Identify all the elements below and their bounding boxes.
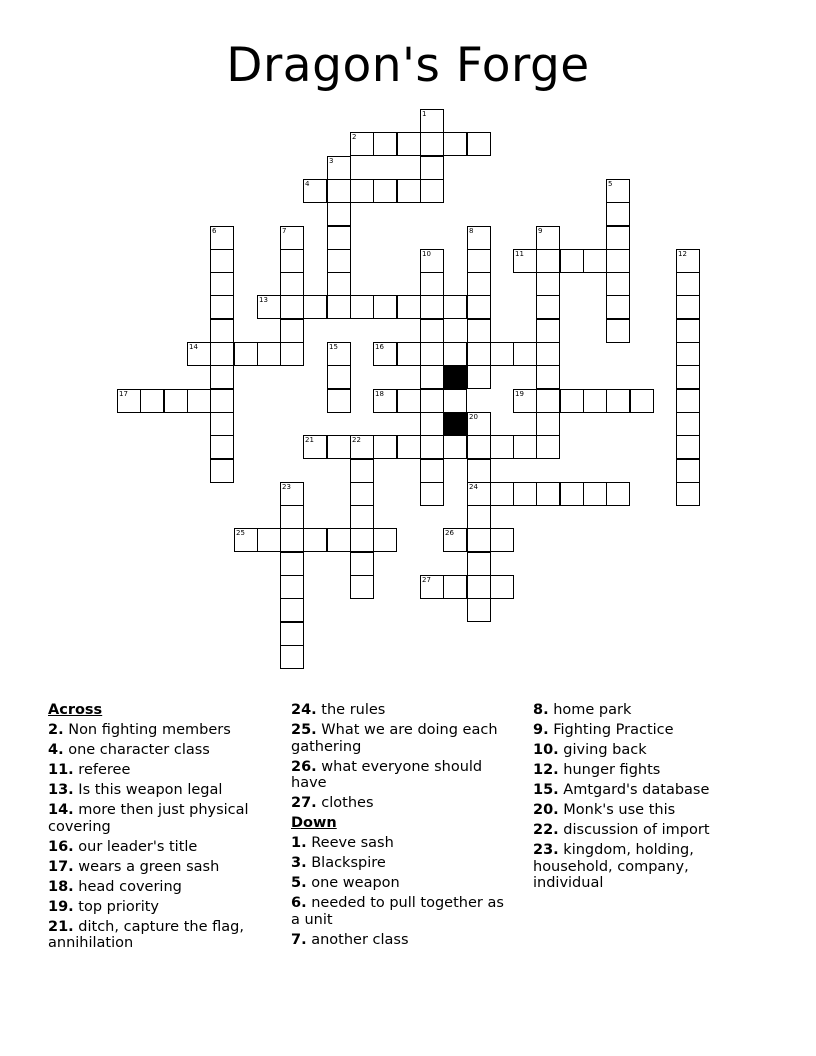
grid-cell[interactable] (350, 482, 374, 506)
grid-cell[interactable] (420, 389, 444, 413)
grid-cell[interactable] (303, 179, 327, 203)
grid-cell[interactable] (397, 435, 421, 459)
across-clue (48, 879, 270, 896)
across-clue (48, 722, 270, 739)
down-clue (533, 822, 733, 839)
clue-text: hunger fights (558, 762, 661, 778)
grid-cell[interactable] (467, 272, 491, 296)
grid-cell[interactable] (606, 482, 630, 506)
grid-cell[interactable] (606, 272, 630, 296)
grid-cell[interactable] (280, 249, 304, 273)
grid-cell[interactable] (327, 179, 351, 203)
grid-cell[interactable] (420, 412, 444, 436)
grid-cell[interactable] (606, 249, 630, 273)
grid-cell[interactable] (327, 342, 351, 366)
grid-cell[interactable] (327, 528, 351, 552)
grid-cell[interactable] (560, 482, 584, 506)
grid-cell[interactable] (210, 295, 234, 319)
grid-cell[interactable] (583, 249, 607, 273)
clue-number-label: 1. (291, 835, 307, 851)
clue-text: one weapon (306, 875, 400, 891)
grid-cell[interactable] (420, 482, 444, 506)
grid-cell[interactable] (467, 482, 491, 506)
grid-cell[interactable] (234, 528, 258, 552)
grid-cell[interactable] (676, 319, 700, 343)
grid-cell[interactable] (187, 389, 211, 413)
grid-cell[interactable] (467, 319, 491, 343)
clue-number: 10 (422, 250, 431, 258)
grid-cell[interactable] (513, 249, 537, 273)
grid-cell[interactable] (373, 389, 397, 413)
grid-cell[interactable] (397, 342, 421, 366)
grid-cell[interactable] (210, 459, 234, 483)
across-clue (48, 919, 270, 952)
clue-number-label: 15. (533, 782, 559, 798)
grid-block-cell (443, 412, 467, 436)
clue-number: 9 (538, 227, 543, 235)
clue-text: Amtgard's database (558, 782, 710, 798)
across-clue (48, 742, 270, 759)
grid-cell[interactable] (350, 552, 374, 576)
down-clue (533, 742, 733, 759)
clue-text: Reeve sash (306, 835, 394, 851)
grid-cell[interactable] (257, 342, 281, 366)
across-clue (48, 782, 270, 799)
grid-block-cell (443, 365, 467, 389)
grid-cell[interactable] (373, 528, 397, 552)
grid-cell[interactable] (420, 459, 444, 483)
clue-number-label: 2. (48, 722, 64, 738)
grid-cell[interactable] (327, 272, 351, 296)
grid-cell[interactable] (467, 412, 491, 436)
clue-text: wears a green sash (73, 858, 220, 875)
grid-cell[interactable] (676, 435, 700, 459)
clue-text: giving back (558, 742, 647, 758)
grid-cell[interactable] (676, 342, 700, 366)
grid-cell[interactable] (327, 226, 351, 250)
grid-cell[interactable] (210, 272, 234, 296)
grid-cell[interactable] (443, 342, 467, 366)
grid-cell[interactable] (467, 365, 491, 389)
grid-cell[interactable] (606, 319, 630, 343)
clue-number: 2 (352, 133, 357, 141)
clue-number-label: 8. (533, 702, 549, 718)
grid-cell[interactable] (676, 249, 700, 273)
clue-number-label: 19. (48, 898, 74, 915)
clue-number-label: 14. (48, 802, 74, 818)
grid-cell[interactable] (327, 249, 351, 273)
grid-cell[interactable] (513, 389, 537, 413)
clue-number: 14 (189, 343, 198, 351)
across-clue (291, 795, 513, 812)
down-clue (291, 835, 513, 852)
clue-number: 27 (422, 576, 431, 584)
grid-cell[interactable] (536, 249, 560, 273)
grid-cell[interactable] (350, 528, 374, 552)
clue-number: 18 (375, 390, 384, 398)
clue-number: 13 (259, 296, 268, 304)
grid-cell[interactable] (397, 132, 421, 156)
clue-text: discussion of import (558, 822, 710, 838)
grid-cell[interactable] (164, 389, 188, 413)
across-clue (48, 839, 270, 856)
grid-cell[interactable] (350, 132, 374, 156)
down-clue (533, 762, 733, 779)
grid-cell[interactable] (350, 505, 374, 529)
grid-cell[interactable] (420, 575, 444, 599)
grid-cell[interactable] (257, 528, 281, 552)
clue-number: 20 (469, 413, 478, 421)
clue-number-label: 17. (48, 858, 74, 875)
grid-cell[interactable] (397, 179, 421, 203)
grid-cell[interactable] (536, 226, 560, 250)
grid-cell[interactable] (536, 389, 560, 413)
clue-number: 12 (678, 250, 687, 258)
clue-number-label: 6. (291, 895, 307, 911)
across-clue (291, 722, 513, 755)
puzzle-title: Dragon's Forge (226, 38, 590, 93)
grid-cell[interactable] (373, 435, 397, 459)
grid-cell[interactable] (210, 389, 234, 413)
across-header: Across (48, 702, 103, 718)
clues-column-1 (48, 702, 270, 955)
grid-cell[interactable] (210, 249, 234, 273)
clue-text: kingdom, holding, household, company, individual (533, 842, 694, 891)
across-clue (48, 859, 270, 876)
grid-cell[interactable] (210, 435, 234, 459)
grid-cell[interactable] (467, 226, 491, 250)
down-header: Down (291, 815, 337, 831)
grid-cell[interactable] (467, 459, 491, 483)
down-clue (533, 722, 733, 739)
clue-number-label: 5. (291, 875, 307, 891)
clue-number: 1 (422, 110, 427, 118)
grid-cell[interactable] (676, 459, 700, 483)
clue-number: 19 (515, 390, 524, 398)
clue-number: 21 (305, 436, 314, 444)
down-clue (533, 802, 733, 819)
grid-cell[interactable] (397, 389, 421, 413)
grid-cell[interactable] (373, 295, 397, 319)
clue-number-label: 27. (291, 795, 317, 811)
grid-cell[interactable] (467, 552, 491, 576)
grid-cell[interactable] (420, 179, 444, 203)
clue-number: 11 (515, 250, 524, 258)
clue-number: 26 (445, 529, 454, 537)
grid-cell[interactable] (536, 482, 560, 506)
clue-number: 17 (119, 390, 128, 398)
grid-cell[interactable] (327, 295, 351, 319)
clue-number-label: 4. (48, 742, 64, 758)
clue-number: 16 (375, 343, 384, 351)
grid-cell[interactable] (490, 528, 514, 552)
clues-column-2 (291, 702, 513, 952)
clue-number-label: 10. (533, 742, 559, 758)
grid-cell[interactable] (490, 435, 514, 459)
grid-cell[interactable] (443, 575, 467, 599)
clue-text: clothes (316, 795, 374, 811)
grid-cell[interactable] (280, 226, 304, 250)
grid-cell[interactable] (536, 412, 560, 436)
clue-number-label: 22. (533, 822, 559, 838)
clue-text: ditch, capture the flag, annihilation (48, 918, 244, 951)
grid-cell[interactable] (234, 342, 258, 366)
grid-cell[interactable] (327, 202, 351, 226)
grid-cell[interactable] (420, 249, 444, 273)
grid-cell[interactable] (467, 528, 491, 552)
grid-cell[interactable] (536, 365, 560, 389)
grid-cell[interactable] (630, 389, 654, 413)
grid-cell[interactable] (210, 342, 234, 366)
grid-cell[interactable] (350, 435, 374, 459)
clue-text: one character class (63, 742, 210, 758)
clues-column-3 (533, 702, 733, 895)
clue-text: What we are doing each gathering (291, 722, 498, 755)
grid-cell[interactable] (676, 412, 700, 436)
clue-text: the rules (316, 702, 386, 718)
grid-cell[interactable] (443, 295, 467, 319)
grid-cell[interactable] (606, 389, 630, 413)
grid-cell[interactable] (257, 295, 281, 319)
grid-cell[interactable] (210, 226, 234, 250)
grid-cell[interactable] (280, 342, 304, 366)
grid-cell[interactable] (350, 179, 374, 203)
clue-number: 25 (236, 529, 245, 537)
grid-cell[interactable] (420, 109, 444, 133)
grid-cell[interactable] (606, 295, 630, 319)
clue-text: Monk's use this (558, 802, 676, 818)
clue-number: 8 (469, 227, 474, 235)
across-clue (48, 899, 270, 916)
grid-cell[interactable] (583, 482, 607, 506)
grid-cell[interactable] (467, 505, 491, 529)
across-clue (291, 702, 513, 719)
grid-cell[interactable] (467, 435, 491, 459)
grid-cell[interactable] (420, 132, 444, 156)
clue-number-label: 25. (291, 722, 317, 738)
clue-text: our leader's title (73, 838, 198, 855)
clue-text: Blackspire (306, 855, 386, 871)
grid-cell[interactable] (676, 482, 700, 506)
grid-cell[interactable] (350, 459, 374, 483)
grid-cell[interactable] (373, 342, 397, 366)
clue-number-label: 7. (291, 931, 307, 948)
clue-number-label: 11. (48, 762, 74, 778)
down-clue (291, 875, 513, 892)
grid-cell[interactable] (280, 645, 304, 669)
grid-cell[interactable] (443, 389, 467, 413)
clue-number-label: 13. (48, 782, 74, 798)
grid-cell[interactable] (536, 342, 560, 366)
clue-text: Fighting Practice (548, 722, 674, 738)
grid-cell[interactable] (490, 482, 514, 506)
grid-cell[interactable] (280, 575, 304, 599)
clue-number: 23 (282, 483, 291, 491)
grid-cell[interactable] (303, 528, 327, 552)
grid-cell[interactable] (303, 435, 327, 459)
grid-cell[interactable] (280, 295, 304, 319)
grid-cell[interactable] (513, 482, 537, 506)
clue-number-label: 26. (291, 758, 317, 775)
clue-text: Is this weapon legal (73, 782, 223, 798)
clue-number: 5 (608, 180, 613, 188)
clue-number-label: 24. (291, 702, 317, 718)
grid-cell[interactable] (420, 319, 444, 343)
grid-cell[interactable] (327, 365, 351, 389)
grid-cell[interactable] (443, 528, 467, 552)
grid-cell[interactable] (536, 435, 560, 459)
grid-cell[interactable] (280, 528, 304, 552)
grid-cell[interactable] (280, 552, 304, 576)
grid-cell[interactable] (536, 272, 560, 296)
grid-cell[interactable] (467, 295, 491, 319)
across-clue (48, 802, 270, 835)
grid-cell[interactable] (560, 389, 584, 413)
grid-cell[interactable] (280, 272, 304, 296)
clue-text: what everyone should have (291, 758, 483, 791)
down-clue (291, 895, 513, 928)
grid-cell[interactable] (280, 598, 304, 622)
grid-cell[interactable] (513, 342, 537, 366)
grid-cell[interactable] (420, 342, 444, 366)
clue-number: 6 (212, 227, 217, 235)
grid-cell[interactable] (210, 365, 234, 389)
grid-cell[interactable] (373, 132, 397, 156)
grid-cell[interactable] (676, 365, 700, 389)
grid-cell[interactable] (536, 319, 560, 343)
grid-cell[interactable] (373, 179, 397, 203)
clue-text: referee (73, 762, 131, 778)
grid-cell[interactable] (327, 435, 351, 459)
grid-cell[interactable] (420, 435, 444, 459)
across-clue (291, 759, 513, 792)
grid-cell[interactable] (117, 389, 141, 413)
clue-text: top priority (73, 898, 159, 915)
clue-number: 3 (329, 157, 334, 165)
clue-number-label: 16. (48, 838, 74, 855)
grid-cell[interactable] (210, 319, 234, 343)
clue-text: needed to pull together as a unit (291, 895, 504, 928)
grid-cell[interactable] (536, 295, 560, 319)
grid-cell[interactable] (280, 482, 304, 506)
grid-cell[interactable] (397, 295, 421, 319)
clue-number-label: 3. (291, 855, 307, 871)
down-clue (533, 782, 733, 799)
clue-text: another class (306, 931, 409, 948)
clue-number-label: 20. (533, 802, 559, 818)
grid-cell[interactable] (350, 295, 374, 319)
clue-text: head covering (73, 878, 182, 895)
clue-number-label: 23. (533, 842, 559, 858)
grid-cell[interactable] (676, 389, 700, 413)
clue-number: 7 (282, 227, 287, 235)
grid-cell[interactable] (420, 295, 444, 319)
grid-cell[interactable] (606, 202, 630, 226)
grid-cell[interactable] (420, 156, 444, 180)
grid-cell[interactable] (280, 505, 304, 529)
down-clue (291, 855, 513, 872)
grid-cell[interactable] (327, 389, 351, 413)
grid-cell[interactable] (420, 272, 444, 296)
clue-number-label: 21. (48, 918, 74, 935)
grid-cell[interactable] (443, 435, 467, 459)
grid-cell[interactable] (187, 342, 211, 366)
grid-cell[interactable] (303, 295, 327, 319)
clue-number-label: 18. (48, 878, 74, 895)
clue-text: home park (548, 702, 632, 718)
down-clue (533, 842, 733, 892)
down-clue (533, 702, 733, 719)
grid-cell[interactable] (467, 575, 491, 599)
grid-cell[interactable] (467, 249, 491, 273)
grid-cell[interactable] (327, 156, 351, 180)
clue-number: 24 (469, 483, 478, 491)
grid-cell[interactable] (606, 226, 630, 250)
grid-cell[interactable] (420, 365, 444, 389)
grid-cell[interactable] (560, 249, 584, 273)
grid-cell[interactable] (280, 622, 304, 646)
grid-cell[interactable] (350, 575, 374, 599)
clue-number: 4 (305, 180, 310, 188)
grid-cell[interactable] (467, 598, 491, 622)
grid-cell[interactable] (210, 412, 234, 436)
clue-number: 15 (329, 343, 338, 351)
down-clue (291, 932, 513, 949)
clue-number-label: 12. (533, 762, 559, 778)
clue-text: more then just physical covering (48, 802, 249, 835)
clue-number-label: 9. (533, 722, 549, 738)
clue-number: 22 (352, 436, 361, 444)
clue-text: Non fighting members (63, 722, 231, 738)
grid-cell[interactable] (467, 132, 491, 156)
grid-cell[interactable] (280, 319, 304, 343)
grid-cell[interactable] (606, 179, 630, 203)
grid-cell[interactable] (583, 389, 607, 413)
grid-cell[interactable] (140, 389, 164, 413)
grid-cell[interactable] (676, 272, 700, 296)
grid-cell[interactable] (467, 342, 491, 366)
grid-cell[interactable] (443, 132, 467, 156)
across-clue (48, 762, 270, 779)
grid-cell[interactable] (676, 295, 700, 319)
grid-cell[interactable] (513, 435, 537, 459)
grid-cell[interactable] (490, 342, 514, 366)
grid-cell[interactable] (490, 575, 514, 599)
